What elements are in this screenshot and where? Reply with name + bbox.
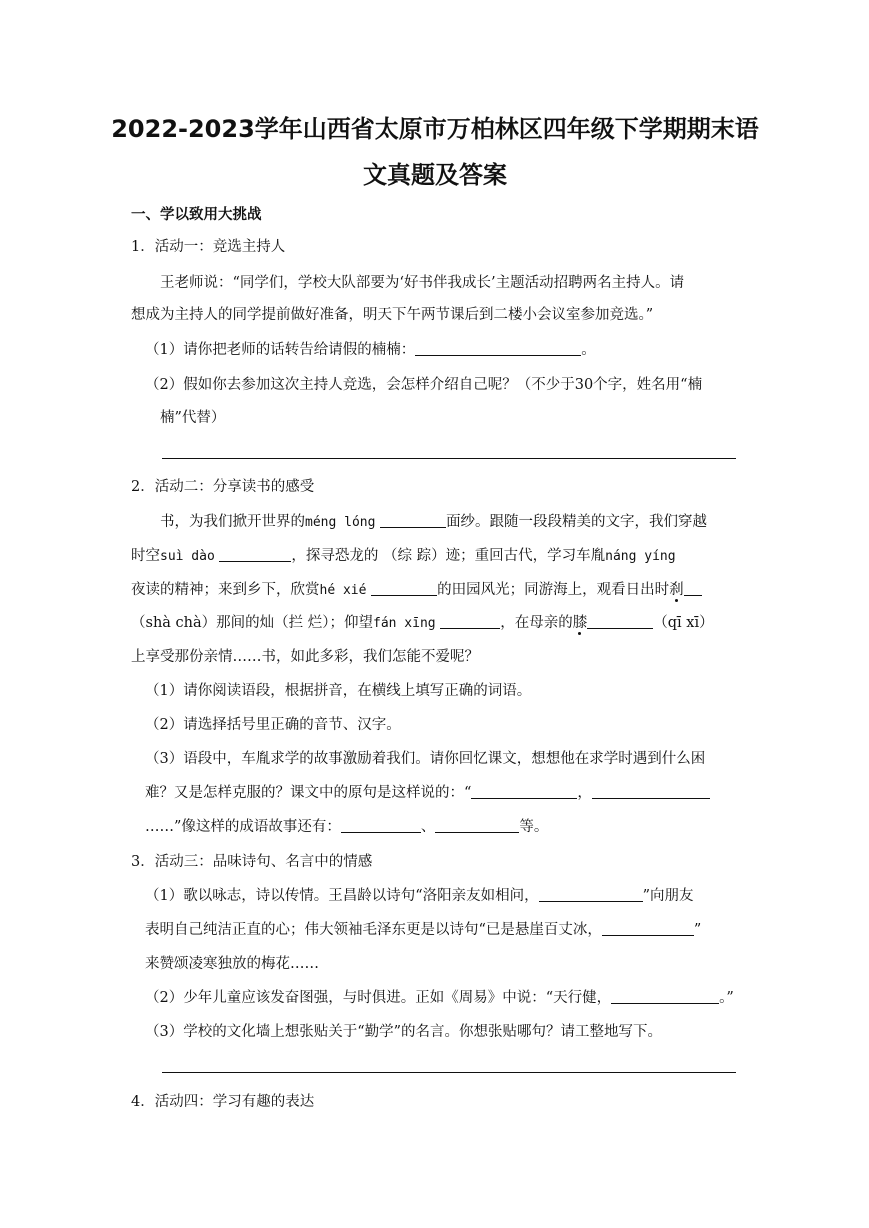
q2-text: ，在母亲的 — [500, 615, 573, 631]
q1-sub2-line2: 楠”代替） — [160, 410, 226, 426]
q1-sub1-text: （1）请你把老师的话转告给请假的楠楠： — [145, 342, 416, 358]
section-heading: 一、学以致用大挑战 — [131, 207, 262, 223]
q2-para-line4 — [131, 612, 714, 635]
q3-sub1-line2 — [145, 919, 701, 941]
blank-poem-2[interactable] — [602, 919, 694, 936]
blank-idiom-1[interactable] — [341, 816, 421, 833]
q2-text: ， — [577, 785, 592, 801]
q2-para-line3 — [131, 579, 702, 602]
q2-text: 书，为我们掀开世界的 — [160, 514, 305, 530]
q3-sub2 — [145, 987, 734, 1009]
document-title-line1: 2022-2023学年山西省太原市万柏林区四年级下学期期末语 — [111, 115, 759, 143]
q2-sub2: （2）请选择括号里正确的音节、汉字。 — [145, 717, 401, 733]
blank-idiom-2[interactable] — [435, 816, 519, 833]
q3-text: 表明自己纯洁正直的心；伟大领袖毛泽东更是以诗句“已是悬崖百丈冰， — [145, 922, 602, 938]
q1-heading: 1．活动一：竞选主持人 — [131, 239, 286, 255]
q2-text: 、 — [420, 819, 436, 835]
blank-fanxing[interactable] — [440, 612, 500, 629]
q1-answer-line[interactable] — [162, 458, 736, 459]
q2-sub1: （1）请你阅读语段，根据拼音，在横线上填写正确的词语。 — [145, 683, 532, 699]
q4-heading: 4．活动四：学习有趣的表达 — [131, 1094, 315, 1110]
blank-hexie[interactable] — [371, 579, 437, 596]
document-title-line2: 文真题及答案 — [363, 161, 507, 189]
q2-text: （qī xī） — [653, 615, 714, 631]
q3-sub3: （3）学校的文化墙上想张贴关于“勤学”的名言。你想张贴哪句？请工整地写下。 — [145, 1024, 663, 1040]
blank-suidao[interactable] — [219, 545, 291, 562]
q3-text: （2）少年儿童应该发奋图强，与时俱进。正如《周易》中说：“天行健， — [145, 990, 612, 1006]
q2-para-line2 — [131, 545, 676, 568]
q3-sub1-line1 — [145, 885, 694, 907]
q2-text: ……”像这样的成语故事还有： — [145, 819, 341, 835]
q2-para-line5: 上享受那份亲情……书，如此多彩，我们怎能不爱呢？ — [131, 649, 479, 665]
q2-text: 夜读的精神；来到乡下，欣赏 — [131, 582, 320, 598]
q2-text: 的田园风光；同游海上，观看日出时 — [437, 582, 670, 598]
q1-sub2-line1: （2）假如你去参加这次主持人竞选，会怎样介绍自己呢？（不少于30个字，姓名用“楠 — [145, 377, 703, 393]
q2-text: （shà chà）那间的灿（拦 烂）；仰望 — [131, 615, 373, 631]
q3-sub1-line3: 来赞颂凌寒独放的梅花…… — [145, 956, 319, 972]
blank-xi[interactable] — [587, 612, 653, 629]
q2-text: 难？又是怎样克服的？课文中的原句是这样说的：“ — [145, 785, 472, 801]
pinyin-nangying: náng yíng — [605, 549, 676, 564]
blank-zhouyi[interactable] — [611, 987, 719, 1004]
q2-text: 面纱。跟随一段段精美的文字，我们穿越 — [446, 514, 708, 530]
blank-poem-1[interactable] — [539, 885, 643, 902]
q3-text: 。” — [719, 990, 734, 1006]
blank-quote-2[interactable] — [592, 782, 710, 799]
q2-sub3-line2 — [145, 782, 710, 804]
dotted-char-xi: 膝 — [572, 615, 588, 631]
pinyin-suidao: suì dào — [160, 549, 215, 564]
q2-text: ，探寻恐龙的 （综 踪）迹；重回古代，学习车胤 — [291, 548, 606, 564]
q2-text: 等。 — [519, 819, 549, 835]
q1-sub1 — [145, 339, 596, 361]
q3-text: ”向朋友 — [642, 888, 694, 904]
q2-sub3-line1: （3）语段中，车胤求学的故事激励着我们。请你回忆课文，想想他在求学时遇到什么困 — [145, 751, 706, 767]
q3-answer-line[interactable] — [162, 1072, 736, 1073]
q3-heading: 3．活动三：品味诗句、名言中的情感 — [131, 854, 373, 870]
q2-text: 时空 — [131, 548, 160, 564]
pinyin-menglong: méng lóng — [305, 515, 376, 530]
q1-sub1-blank[interactable] — [415, 339, 581, 356]
blank-menglong[interactable] — [380, 511, 446, 528]
q2-sub3-line3 — [145, 816, 548, 838]
q3-text: （1）歌以咏志，诗以传情。王昌龄以诗句“洛阳亲友如相问， — [145, 888, 539, 904]
pinyin-fanxing: fán xīng — [373, 616, 436, 631]
q1-para-line1: 王老师说：“同学们，学校大队部要为‘好书伴我成长’主题活动招聘两名主持人。请 — [160, 275, 685, 291]
q2-heading: 2．活动二：分享读书的感受 — [131, 479, 315, 495]
q3-text: ” — [693, 922, 702, 938]
q1-para-line2: 想成为主持人的同学提前做好准备，明天下午两节课后到二楼小会议室参加竞选。” — [131, 307, 654, 323]
blank-quote-1[interactable] — [471, 782, 577, 799]
blank-cha[interactable] — [684, 579, 702, 596]
q2-para-line1 — [160, 511, 707, 534]
dotted-char-cha: 刹 — [669, 582, 684, 598]
q1-sub1-end: 。 — [581, 342, 596, 358]
pinyin-hexie: hé xié — [319, 583, 367, 598]
